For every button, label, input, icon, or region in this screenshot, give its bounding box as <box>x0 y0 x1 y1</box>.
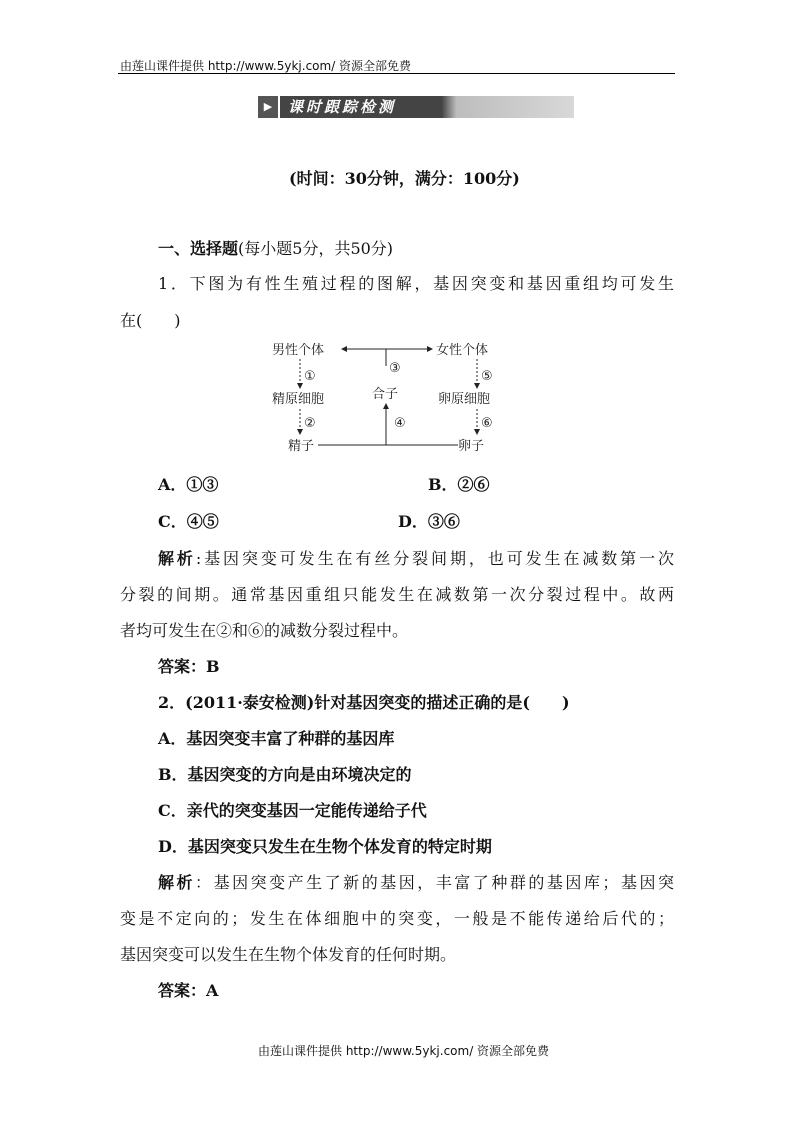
q2-analysis-label: 解析 <box>158 873 196 892</box>
banner-title: 课时跟踪检测 <box>288 98 397 116</box>
q1-stem-line2: 在( ) <box>120 311 181 330</box>
exam-info: (时间：30分钟，满分：100分) <box>289 169 520 188</box>
q1-answer: 答案：B <box>158 657 220 676</box>
q2-stem: 2．(2011·泰安检测)针对基因突变的描述正确的是( ) <box>158 693 570 712</box>
q2-option-d: D．基因突变只发生在生物个体发育的特定时期 <box>158 837 492 856</box>
label-n4: ④ <box>394 416 406 431</box>
label-spermatogonium: 精原细胞 <box>272 392 325 407</box>
q1-option-b: B．②⑥ <box>428 475 490 494</box>
q2-option-c: C．亲代的突变基因一定能传递给子代 <box>158 801 427 820</box>
page-footer: 由莲山课件提供 http://www.5ykj.com/ 资源全部免费 <box>258 1044 550 1058</box>
label-male: 男性个体 <box>272 343 325 358</box>
section-label: 一、选择题 <box>158 239 239 258</box>
section-banner <box>258 96 574 118</box>
header-rule <box>118 73 675 74</box>
section-note: (每小题5分，共50分) <box>238 239 394 258</box>
label-n2: ② <box>304 416 316 431</box>
label-n6: ⑥ <box>481 416 493 431</box>
label-sperm: 精子 <box>288 439 315 454</box>
q1-analysis-line1: 解析:基因突变可发生在有丝分裂间期，也可发生在减数第一次 <box>158 549 674 568</box>
play-icon: ▶ <box>258 96 278 118</box>
section-heading <box>158 236 393 259</box>
q1-analysis-line3: 者均可发生在②和⑥的减数分裂过程中。 <box>120 621 409 640</box>
q1-analysis-label: 解析 <box>158 549 196 568</box>
label-zygote: 合子 <box>372 387 399 402</box>
label-n1: ① <box>304 369 316 384</box>
reproduction-diagram <box>262 336 514 458</box>
q1-stem-line1: 1．下图为有性生殖过程的图解，基因突变和基因重组均可发生 <box>158 274 674 293</box>
q2-answer: 答案：A <box>158 981 219 1000</box>
label-egg: 卵子 <box>458 439 485 454</box>
q2-analysis-line2: 变是不定向的；发生在体细胞中的突变，一般是不能传递给后代的； <box>120 909 674 928</box>
label-female: 女性个体 <box>436 343 489 358</box>
label-n5: ⑤ <box>481 369 493 384</box>
label-n3: ③ <box>389 361 401 376</box>
q2-analysis-line3: 基因突变可以发生在生物个体发育的任何时期。 <box>120 945 457 964</box>
q1-option-d: D．③⑥ <box>398 512 460 531</box>
q2-option-b: B．基因突变的方向是由环境决定的 <box>158 765 412 784</box>
q1-option-c: C．④⑤ <box>158 512 219 531</box>
q1-option-a: A．①③ <box>158 475 219 494</box>
q1-analysis-line2: 分裂的间期。通常基因重组只能发生在减数第一次分裂过程中。故两 <box>120 585 674 604</box>
q2-analysis-line1: 解析：基因突变产生了新的基因，丰富了种群的基因库；基因突 <box>158 873 674 892</box>
page-header: 由莲山课件提供 http://www.5ykj.com/ 资源全部免费 <box>120 59 412 73</box>
q2-option-a: A．基因突变丰富了种群的基因库 <box>158 729 395 748</box>
label-oogonium: 卵原细胞 <box>438 392 491 407</box>
